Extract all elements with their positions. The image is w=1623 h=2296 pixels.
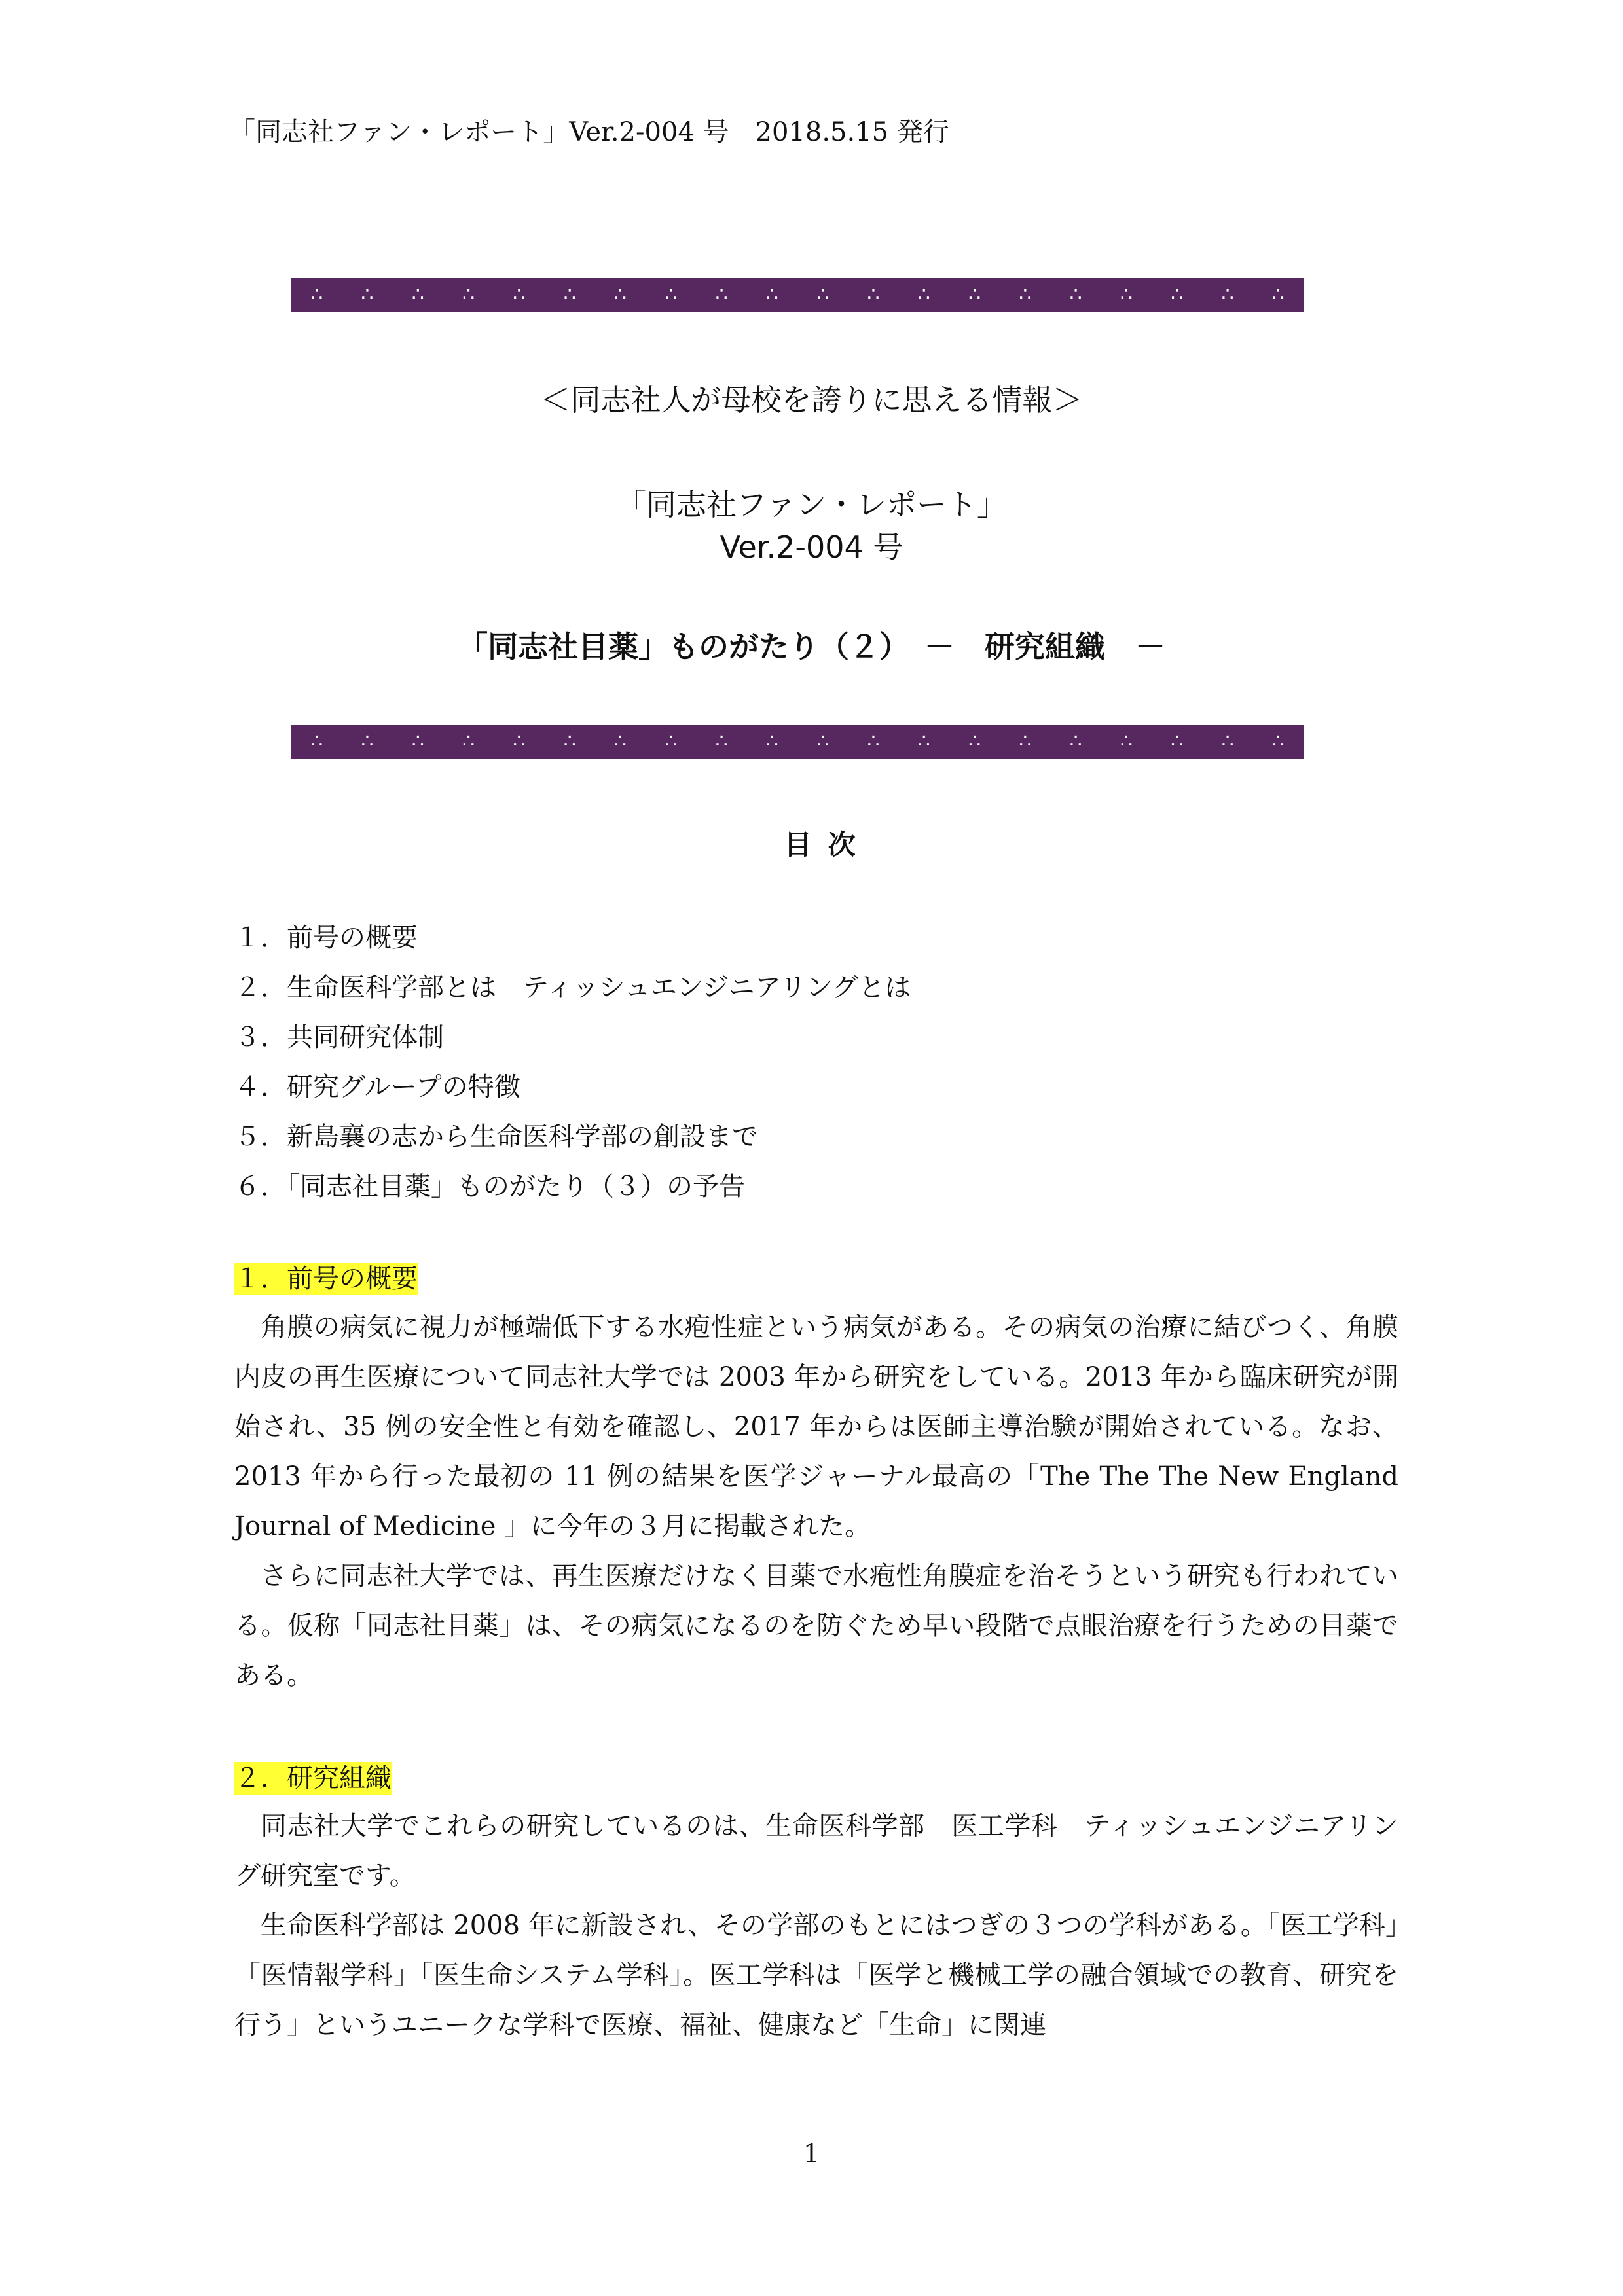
triangle-trio-icon: ∴ [513,730,526,753]
triangle-trio-icon: ∴ [715,283,728,306]
triangle-trio-icon: ∴ [968,730,981,753]
triangle-trio-icon: ∴ [917,730,930,753]
toc-item: ６．「同志社目薬」ものがたり（３）の予告 [234,1172,745,1202]
toc-item: １．前号の概要 [234,923,418,953]
triangle-trio-icon: ∴ [968,283,981,306]
report-title: 「同志社ファン・レポート」 [615,487,1008,522]
triangle-trio-icon: ∴ [462,283,475,306]
triangle-trio-icon: ∴ [462,730,475,753]
section-heading-label: １．前号の概要 [234,1264,418,1294]
triangle-trio-icon: ∴ [411,283,424,306]
triangle-trio-icon: ∴ [715,730,728,753]
section-heading-summary [234,1258,418,1295]
bottom-decorative-band [291,725,1304,759]
triangle-trio-icon: ∴ [1171,730,1184,753]
triangle-trio-icon: ∴ [665,730,678,753]
section-paragraph: 角膜の病気に視力が極端低下する水疱性症という病気がある。その病気の治療に結びつく、角膜内皮の再生医療について同志社大学では 2003 年から研究をしている。2013 年から臨床研究が開始され、35 例の安全性と有効を確認し、2017 年からは医師主導治験が開始されている。なお、2013 年から行った最初の 11 例の結果を医学ジャーナル最高の「The The The New England Journal of Medicine 」に今年の３月に掲載された。 [234,1312,1398,1541]
triangle-trio-icon: ∴ [1221,730,1234,753]
table-of-contents [234,913,911,1211]
triangle-trio-icon: ∴ [765,283,778,306]
toc-item: ５．新島襄の志から生命医科学部の創設まで [234,1122,758,1152]
toc-item: ２．生命医科学部とは ティッシュエンジニアリングとは [234,973,911,1003]
triangle-trio-icon: ∴ [613,730,627,753]
triangle-trio-icon: ∴ [816,283,830,306]
triangle-trio-icon: ∴ [411,730,424,753]
section-heading-label: ２．研究組織 [234,1763,392,1793]
triangle-trio-icon: ∴ [816,730,830,753]
triangle-trio-icon: ∴ [917,283,930,306]
triangle-trio-icon: ∴ [563,283,576,306]
triangle-trio-icon: ∴ [361,730,374,753]
header-line: 「同志社ファン・レポート」Ver.2-004 号 2018.5.15 発行 [229,117,949,147]
triangle-trio-icon: ∴ [1171,283,1184,306]
triangle-trio-icon: ∴ [563,730,576,753]
triangle-trio-icon: ∴ [765,730,778,753]
triangle-trio-icon: ∴ [513,283,526,306]
triangle-trio-icon: ∴ [1069,283,1082,306]
section-paragraph: 生命医科学部は 2008 年に新設され、その学部のもとにはつぎの３つの学科がある。「医工学科」「医情報学科」「医生命システム学科」。医工学科は「医学と機械工学の融合領域での教育、研究を行う」というユニークな学科で医療、福祉、健康など「生命」に関連 [234,1910,1398,2040]
top-decorative-band [291,278,1304,312]
page-number: 1 [803,2139,820,2169]
tagline: ＜同志社人が母校を誇りに思える情報＞ [540,382,1083,418]
triangle-trio-icon: ∴ [1271,283,1285,306]
triangle-trio-icon: ∴ [867,283,880,306]
triangle-trio-icon: ∴ [310,283,323,306]
toc-item: ４．研究グループの特徴 [234,1072,520,1102]
triangle-trio-icon: ∴ [613,283,627,306]
triangle-trio-icon: ∴ [665,283,678,306]
triangle-trio-icon: ∴ [361,283,374,306]
report-subtitle: 「同志社目薬」ものがたり（２） － 研究組織 － [458,629,1165,664]
toc-heading: 目次 [784,829,872,861]
triangle-trio-icon: ∴ [1271,730,1285,753]
triangle-trio-icon: ∴ [1221,283,1234,306]
triangle-trio-icon: ∴ [867,730,880,753]
section-heading-organization [234,1757,392,1795]
triangle-trio-icon: ∴ [1120,730,1133,753]
triangle-trio-icon: ∴ [1120,283,1133,306]
triangle-trio-icon: ∴ [1019,283,1032,306]
triangle-trio-icon: ∴ [310,730,323,753]
triangle-trio-icon: ∴ [1069,730,1082,753]
triangle-trio-icon: ∴ [1019,730,1032,753]
section-paragraph: 同志社大学でこれらの研究しているのは、生命医科学部 医工学科 ティッシュエンジニアリング研究室です。 [234,1811,1398,1891]
report-version: Ver.2-004 号 [720,529,903,565]
section-paragraph: さらに同志社大学では、再生医療だけなく目薬で水疱性角膜症を治そうという研究も行われている。仮称「同志社目薬」は、その病気になるのを防ぐため早い段階で点眼治療を行うための目薬である。 [234,1561,1398,1691]
toc-item: ３．共同研究体制 [234,1022,444,1052]
